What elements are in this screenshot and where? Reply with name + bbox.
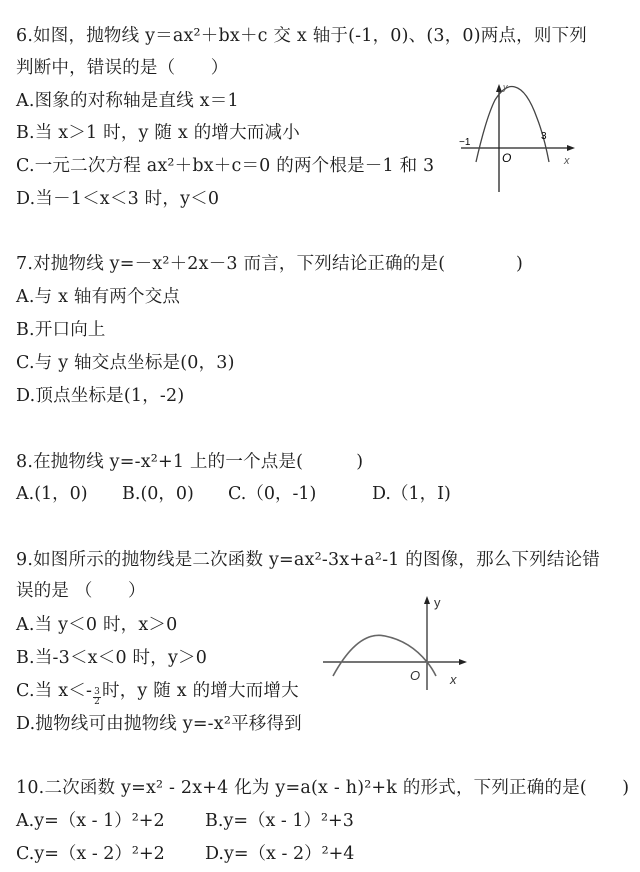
y-axis-arrow-icon — [424, 596, 430, 604]
q9-stem-line1 — [16, 549, 600, 571]
q10-option-d — [205, 843, 354, 865]
option-label: B. — [122, 484, 141, 504]
option-label: D. — [16, 714, 36, 734]
q9-option-b — [16, 647, 207, 669]
y-axis-label: y — [434, 595, 441, 610]
option-text: 时，y 随 x 的增大而增大 — [102, 681, 299, 701]
q8-option-a — [16, 483, 88, 505]
parabola-curve — [476, 87, 549, 162]
option-label: B. — [16, 123, 35, 143]
q6-option-d — [16, 188, 219, 210]
q8-option-d — [372, 483, 451, 505]
q10-option-a — [16, 810, 165, 832]
x-axis-label: x — [564, 155, 570, 167]
option-label: A. — [16, 811, 35, 831]
option-text: y=（x - 1）²+3 — [223, 811, 354, 831]
q6-number: 6. — [16, 26, 34, 46]
q9-stem-line2: 误的是 （ ） — [16, 581, 146, 601]
option-label: B. — [16, 648, 35, 668]
option-text: 顶点坐标是(1，-2) — [35, 386, 185, 406]
option-text: 当 x＞1 时，y 随 x 的增大而减小 — [34, 123, 300, 143]
option-label: D. — [16, 386, 36, 406]
q10-stem-text: 二次函数 y=x² - 2x+4 化为 y=a(x - h)²+k 的形式，下列正确的是( ) — [44, 778, 630, 798]
q6-stem-line1 — [16, 25, 587, 47]
option-text: （1，I) — [390, 484, 451, 504]
option-label: B. — [205, 811, 224, 831]
q6-stem-line2: 判断中，错误的是（ ） — [16, 58, 229, 78]
q6-option-c — [16, 155, 434, 177]
option-text: 图象的对称轴是直线 x＝1 — [34, 91, 239, 111]
option-text: 当-3＜x＜0 时，y＞0 — [34, 648, 208, 668]
option-text: 开口向上 — [34, 320, 106, 340]
option-text: y=（x - 1）²+2 — [34, 811, 165, 831]
option-label: D. — [16, 189, 36, 209]
option-text: (1，0) — [34, 484, 88, 504]
option-label: B. — [16, 320, 35, 340]
option-label: C. — [16, 681, 35, 701]
q10-option-c — [16, 843, 165, 865]
x-axis-arrow-icon — [567, 145, 575, 151]
option-text: 与 y 轴交点坐标是(0，3) — [34, 353, 235, 373]
q6-parabola-figure — [455, 78, 580, 196]
option-text: y=（x - 2）²+4 — [223, 844, 355, 864]
q7-option-a — [16, 286, 180, 308]
option-text: 当－1＜x＜3 时，y＜0 — [35, 189, 220, 209]
q9-option-a — [16, 614, 177, 636]
q7-option-d — [16, 385, 184, 407]
q6-option-b — [16, 122, 300, 144]
option-label: C. — [16, 353, 35, 373]
option-label: A. — [16, 484, 35, 504]
y-axis-arrow-icon — [496, 84, 502, 92]
option-label: A. — [16, 615, 35, 635]
option-label: A. — [16, 91, 35, 111]
q9-option-d — [16, 713, 302, 735]
q6-stem-text: 如图，抛物线 y＝ax²＋bx＋c 交 x 轴于(-1，0)、(3，0)两点，则下列 — [33, 26, 587, 46]
q7-option-c — [16, 352, 235, 374]
right-root-label: 3 — [541, 131, 547, 142]
option-label: C. — [16, 844, 35, 864]
option-text: 与 x 轴有两个交点 — [34, 287, 181, 307]
option-text: (0，0) — [140, 484, 194, 504]
q7-stem-line1 — [16, 253, 523, 275]
option-text: 当 y＜0 时，x＞0 — [34, 615, 178, 635]
left-root-label: −1 — [459, 137, 471, 148]
q8-stem-text: 在抛物线 y=-x²+1 上的一个点是( ) — [33, 452, 364, 472]
x-axis-arrow-icon — [459, 659, 467, 665]
q10-stem-line1 — [16, 777, 629, 799]
fraction — [93, 688, 101, 707]
y-axis-label: y — [503, 82, 508, 92]
q7-stem-text: 对抛物线 y=－x²＋2x－3 而言，下列结论正确的是( ) — [33, 254, 524, 274]
q6-option-a — [16, 90, 239, 112]
q8-stem-line1 — [16, 451, 363, 473]
q8-option-c — [228, 483, 316, 505]
option-text: y=（x - 2）²+2 — [34, 844, 165, 864]
q7-option-b — [16, 319, 106, 341]
q8-number: 8. — [16, 452, 34, 472]
parabola-curve — [333, 635, 436, 676]
fraction-numerator: 3 — [94, 687, 101, 697]
q9-number: 9. — [16, 550, 34, 570]
x-axis-label: x — [450, 672, 457, 687]
q9-parabola-figure — [320, 590, 480, 695]
option-label: D. — [205, 844, 224, 864]
option-text: 当 x＜- — [34, 681, 93, 701]
q10-number: 10. — [16, 778, 45, 798]
option-label: C. — [16, 156, 35, 176]
q9-stem-text: 如图所示的抛物线是二次函数 y=ax²-3x+a²-1 的图像，那么下列结论错 — [33, 550, 600, 570]
option-text: （0，-1) — [246, 484, 317, 504]
option-text: 一元二次方程 ax²＋bx＋c＝0 的两个根是－1 和 3 — [34, 156, 435, 176]
q10-option-b — [205, 810, 354, 832]
option-label: A. — [16, 287, 35, 307]
q9-option-c — [16, 680, 299, 707]
fraction-denominator: 2 — [94, 697, 101, 707]
option-label: D. — [372, 484, 391, 504]
q7-number: 7. — [16, 254, 34, 274]
option-label: C. — [228, 484, 247, 504]
option-text: 抛物线可由抛物线 y=-x²平移得到 — [35, 714, 302, 734]
origin-label: O — [410, 668, 421, 683]
origin-label: O — [502, 151, 512, 165]
q8-option-b — [122, 483, 194, 505]
